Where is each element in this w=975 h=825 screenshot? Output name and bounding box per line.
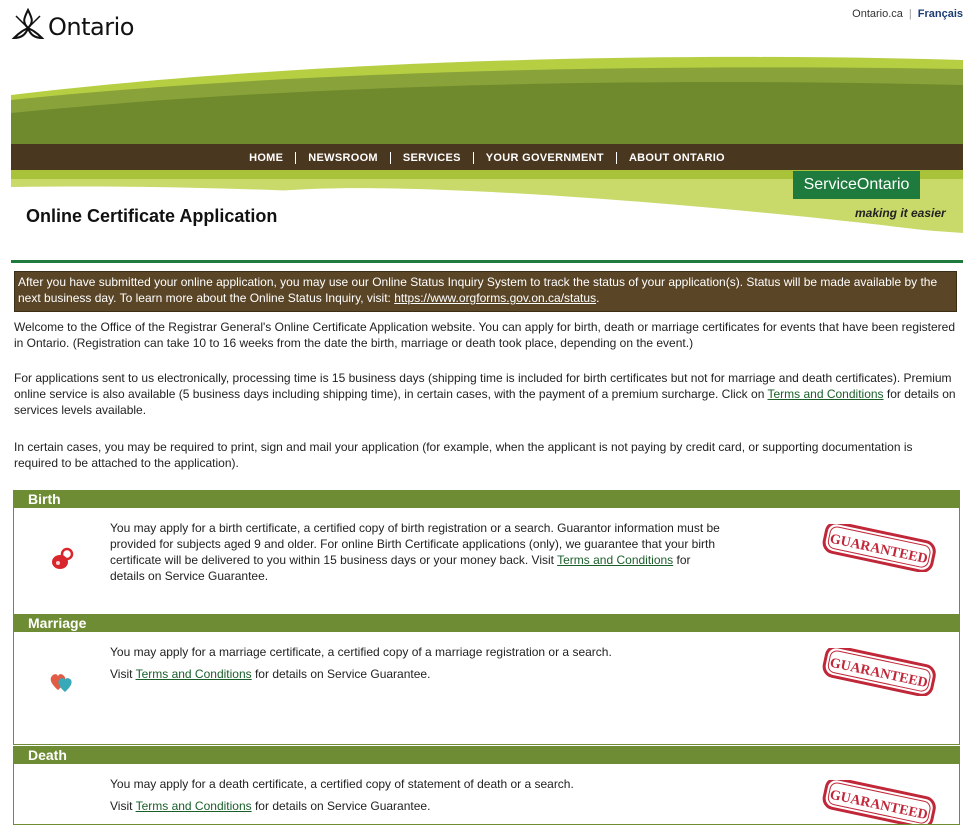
birth-text-end: for details on Service Guarantee. — [110, 553, 691, 583]
marriage-body — [13, 632, 960, 745]
death-line-2 — [110, 798, 720, 814]
notice-end: . — [596, 291, 600, 305]
death-body — [13, 764, 960, 825]
tagline: making it easier — [855, 206, 946, 220]
marriage-text-end: for details on Service Guarantee. — [251, 667, 431, 681]
stamp-text: GUARANTEED — [828, 787, 929, 824]
intro-paragraph-1: Welcome to the Office of the Registrar General's Online Certificate Application website. You can apply for birth, death or marriage certificates for events that have been registered in Ontario. (Registration can take 10 to 16 weeks from the date the birth, marriage or death took place, depending on the event.) — [14, 320, 956, 350]
ontario-logo[interactable] — [10, 8, 134, 46]
trillium-icon — [10, 8, 46, 46]
pacifier-icon[interactable] — [47, 544, 77, 574]
birth-body — [13, 508, 960, 615]
intro-paragraph-2 — [14, 370, 959, 418]
nav-your-government[interactable]: YOUR GOVERNMENT — [474, 152, 617, 164]
nav-newsroom[interactable]: NEWSROOM — [296, 152, 391, 164]
death-header[interactable]: Death — [13, 746, 960, 764]
hearts-icon[interactable] — [47, 666, 77, 696]
logo-wordmark: Ontario — [48, 13, 134, 41]
nav-home[interactable]: HOME — [237, 152, 296, 164]
divider — [11, 260, 963, 263]
marriage-header[interactable]: Marriage — [13, 614, 960, 632]
main-nav — [11, 145, 963, 170]
status-notice — [14, 271, 957, 312]
birth-section — [13, 490, 960, 615]
guaranteed-stamp — [820, 524, 938, 572]
stamp-text: GUARANTEED — [828, 655, 929, 692]
page-title: Online Certificate Application — [26, 206, 278, 226]
intro-p2-end: for details on services levels available. — [14, 387, 956, 417]
marriage-line-2 — [110, 666, 720, 682]
birth-description — [110, 520, 720, 584]
marriage-section — [13, 614, 960, 745]
birth-header[interactable]: Birth — [13, 490, 960, 508]
death-line-1: You may apply for a death certificate, a certified copy of statement of death or a search. — [110, 777, 574, 791]
terms-link-birth[interactable]: Terms and Conditions — [557, 553, 674, 567]
terms-link-death[interactable]: Terms and Conditions — [135, 799, 252, 813]
stamp-text: GUARANTEED — [828, 531, 929, 568]
nav-services[interactable]: SERVICES — [391, 152, 474, 164]
ontario-ca-link[interactable]: Ontario.ca — [852, 8, 903, 20]
intro-paragraph-3: In certain cases, you may be required to print, sign and mail your application (for example, when the applicant is not paying by credit card, or supporting documentation is required to be attached to the application). — [14, 440, 913, 470]
death-text-end: for details on Service Guarantee. — [251, 799, 431, 813]
serviceontario-badge[interactable]: ServiceOntario — [793, 171, 920, 199]
francais-link[interactable]: Français — [917, 8, 963, 20]
intro-p2-text: For applications sent to us electronically, processing time is 15 business days (shipping time is included for birth certificates but not for marriage and death certificates). Premium online service is also available (5 business days including shipping time), in certain cases, with the payment of a premium surcharge. Click on — [14, 371, 952, 401]
terms-link-intro[interactable]: Terms and Conditions — [767, 387, 884, 401]
top-links: Ontario.ca | Français — [852, 8, 963, 20]
marriage-line-1: You may apply for a marriage certificate, a certified copy of a marriage registration or a search. — [110, 645, 612, 659]
guaranteed-stamp — [820, 648, 938, 696]
death-visit: Visit — [110, 799, 136, 813]
status-inquiry-link[interactable]: https://www.orgforms.gov.on.ca/status — [394, 291, 597, 305]
notice-text: After you have submitted your online application, you may use our Online Status Inquiry System to track the status of your application(s). Status will be made available by the next business day. To learn more about the Online Status Inquiry, visit: — [18, 275, 938, 305]
nav-about-ontario[interactable]: ABOUT ONTARIO — [628, 151, 725, 164]
guaranteed-stamp — [820, 780, 938, 825]
birth-text: You may apply for a birth certificate, a certified copy of birth registration or a search. Guarantor information must be provided for subjects aged 9 and older. For online Birth Certificate applications (only), we guarantee that your birth certificate will be delivered to you within 15 business days or your money back. Visit — [110, 521, 720, 567]
terms-link-marriage[interactable]: Terms and Conditions — [135, 667, 252, 681]
marriage-visit: Visit — [110, 667, 136, 681]
death-section — [13, 746, 960, 825]
